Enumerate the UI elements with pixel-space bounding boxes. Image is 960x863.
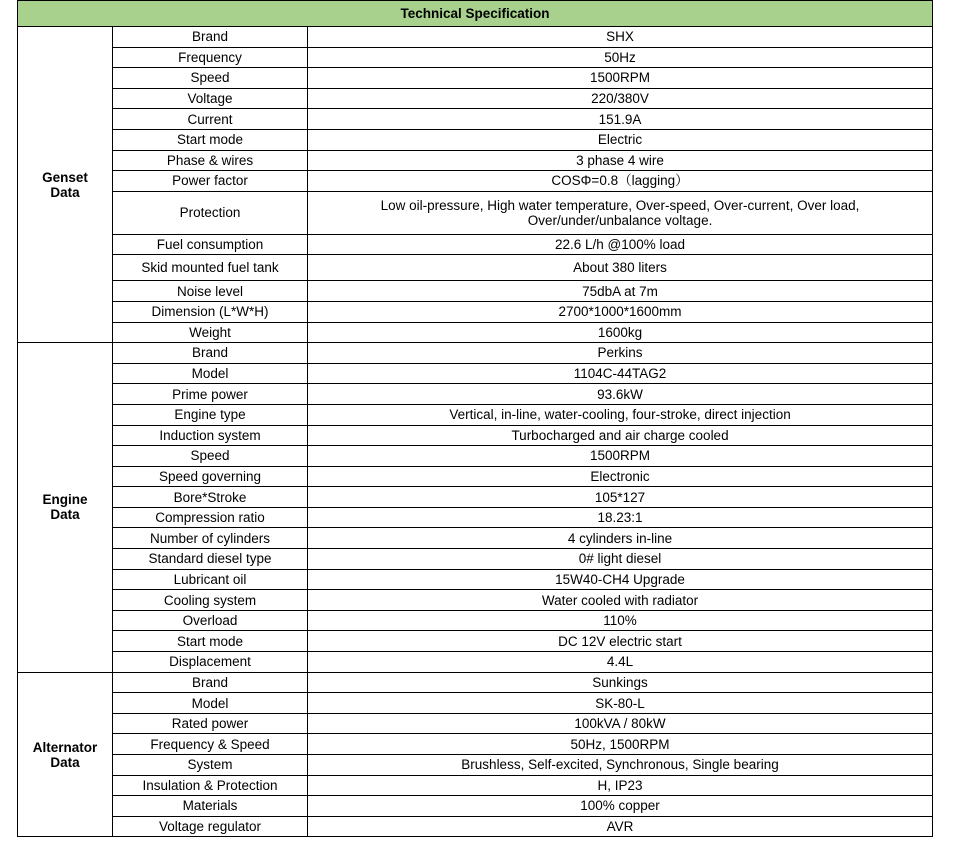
- table-row: [18, 528, 933, 549]
- table-row: [18, 150, 933, 171]
- table-row: [18, 191, 933, 234]
- table-row: [18, 425, 933, 446]
- spec-value: 93.6kW: [308, 384, 933, 405]
- spec-value: Turbocharged and air charge cooled: [308, 425, 933, 446]
- section-name: Genset Data: [18, 27, 113, 343]
- spec-value: H, IP23: [308, 775, 933, 796]
- table-row: [18, 68, 933, 89]
- spec-label: Power factor: [113, 171, 308, 192]
- spec-label: Speed: [113, 446, 308, 467]
- table-row: [18, 322, 933, 343]
- spec-label: Voltage: [113, 88, 308, 109]
- spec-value: 50Hz, 1500RPM: [308, 734, 933, 755]
- spec-value: COSΦ=0.8（lagging）: [308, 171, 933, 192]
- spec-label: Induction system: [113, 425, 308, 446]
- spec-value: 4.4L: [308, 652, 933, 673]
- spec-table-body: [18, 1, 933, 837]
- spec-label: Compression ratio: [113, 507, 308, 528]
- spec-value: Vertical, in-line, water-cooling, four-stroke, direct injection: [308, 404, 933, 425]
- spec-value: 100kVA / 80kW: [308, 713, 933, 734]
- title-row: [18, 1, 933, 27]
- table-row: [18, 466, 933, 487]
- spec-value: Electric: [308, 129, 933, 150]
- table-row: [18, 255, 933, 281]
- table-row: [18, 713, 933, 734]
- table-row: [18, 281, 933, 302]
- table-row: [18, 343, 933, 364]
- spec-value: 18.23:1: [308, 507, 933, 528]
- spec-value: AVR: [308, 816, 933, 837]
- table-row: [18, 652, 933, 673]
- spec-value: 110%: [308, 610, 933, 631]
- spec-label: Speed governing: [113, 466, 308, 487]
- spec-label: Engine type: [113, 404, 308, 425]
- table-row: [18, 88, 933, 109]
- table-title: Technical Specification: [18, 1, 933, 27]
- spec-label: Frequency: [113, 47, 308, 68]
- spec-label: Noise level: [113, 281, 308, 302]
- spec-label: Current: [113, 109, 308, 130]
- spec-label: Speed: [113, 68, 308, 89]
- spec-value: 220/380V: [308, 88, 933, 109]
- spec-label: Voltage regulator: [113, 816, 308, 837]
- spec-label: Weight: [113, 322, 308, 343]
- table-row: [18, 129, 933, 150]
- table-row: [18, 404, 933, 425]
- spec-label: Cooling system: [113, 590, 308, 611]
- table-row: [18, 816, 933, 837]
- table-row: [18, 487, 933, 508]
- spec-value: 3 phase 4 wire: [308, 150, 933, 171]
- spec-value: Perkins: [308, 343, 933, 364]
- spec-label: Overload: [113, 610, 308, 631]
- spec-label: Skid mounted fuel tank: [113, 255, 308, 281]
- table-row: [18, 693, 933, 714]
- spec-value: 75dbA at 7m: [308, 281, 933, 302]
- spec-value: 1500RPM: [308, 446, 933, 467]
- spec-value: Water cooled with radiator: [308, 590, 933, 611]
- spec-value: SHX: [308, 27, 933, 48]
- spec-label: Prime power: [113, 384, 308, 405]
- table-row: [18, 631, 933, 652]
- table-row: [18, 672, 933, 693]
- spec-value: Sunkings: [308, 672, 933, 693]
- spec-value: 50Hz: [308, 47, 933, 68]
- spec-label: Displacement: [113, 652, 308, 673]
- spec-table: [17, 0, 933, 837]
- spec-label: Rated power: [113, 713, 308, 734]
- table-row: [18, 171, 933, 192]
- table-row: [18, 234, 933, 255]
- table-row: [18, 549, 933, 570]
- spec-value: 22.6 L/h @100% load: [308, 234, 933, 255]
- spec-label: Standard diesel type: [113, 549, 308, 570]
- table-row: [18, 384, 933, 405]
- spec-label: Number of cylinders: [113, 528, 308, 549]
- spec-value: Brushless, Self-excited, Synchronous, Single bearing: [308, 755, 933, 776]
- table-row: [18, 775, 933, 796]
- table-row: [18, 755, 933, 776]
- spec-label: Materials: [113, 796, 308, 817]
- spec-value: 1104C-44TAG2: [308, 363, 933, 384]
- table-row: [18, 446, 933, 467]
- spec-label: Start mode: [113, 129, 308, 150]
- table-row: [18, 590, 933, 611]
- spec-label: Lubricant oil: [113, 569, 308, 590]
- spec-value: 15W40-CH4 Upgrade: [308, 569, 933, 590]
- table-row: [18, 610, 933, 631]
- spec-value: DC 12V electric start: [308, 631, 933, 652]
- spec-label: Start mode: [113, 631, 308, 652]
- spec-value: Low oil-pressure, High water temperature, Over-speed, Over-current, Over load, Over/under/unbalance voltage.: [308, 191, 933, 234]
- spec-label: Brand: [113, 27, 308, 48]
- spec-label: Brand: [113, 343, 308, 364]
- table-row: [18, 363, 933, 384]
- spec-value: Electronic: [308, 466, 933, 487]
- spec-label: Fuel consumption: [113, 234, 308, 255]
- spec-label: Model: [113, 363, 308, 384]
- table-row: [18, 734, 933, 755]
- spec-value: 1600kg: [308, 322, 933, 343]
- spec-value: 2700*1000*1600mm: [308, 301, 933, 322]
- spec-label: Phase & wires: [113, 150, 308, 171]
- spec-value: 4 cylinders in-line: [308, 528, 933, 549]
- spec-label: Protection: [113, 191, 308, 234]
- table-row: [18, 569, 933, 590]
- table-row: [18, 27, 933, 48]
- table-row: [18, 47, 933, 68]
- spec-label: System: [113, 755, 308, 776]
- section-name: Engine Data: [18, 343, 113, 673]
- spec-value: About 380 liters: [308, 255, 933, 281]
- spec-label: Model: [113, 693, 308, 714]
- spec-label: Insulation & Protection: [113, 775, 308, 796]
- section-name: Alternator Data: [18, 672, 113, 837]
- spec-label: Brand: [113, 672, 308, 693]
- spec-label: Frequency & Speed: [113, 734, 308, 755]
- spec-label: Bore*Stroke: [113, 487, 308, 508]
- table-row: [18, 796, 933, 817]
- spec-value: 105*127: [308, 487, 933, 508]
- table-row: [18, 301, 933, 322]
- spec-value: 0# light diesel: [308, 549, 933, 570]
- spec-value: 151.9A: [308, 109, 933, 130]
- spec-value: SK-80-L: [308, 693, 933, 714]
- table-row: [18, 507, 933, 528]
- spec-label: Dimension (L*W*H): [113, 301, 308, 322]
- spec-value: 100% copper: [308, 796, 933, 817]
- table-row: [18, 109, 933, 130]
- spec-value: 1500RPM: [308, 68, 933, 89]
